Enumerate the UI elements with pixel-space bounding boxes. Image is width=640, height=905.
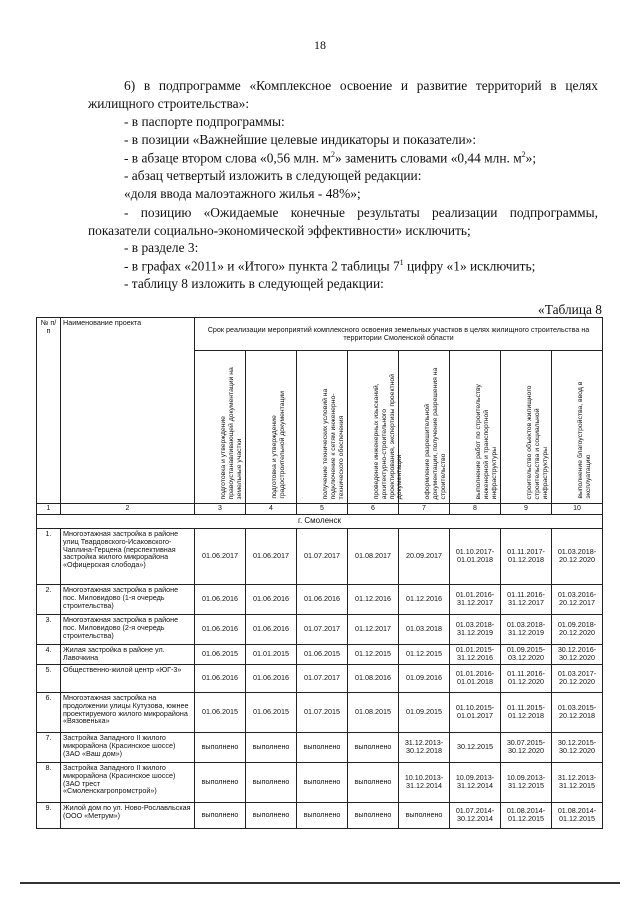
deadline-cell: 01.06.2016 xyxy=(195,614,246,644)
project-name: Застройка Западного II жилого микрорайона (Красинское шоссе) (ЗАО «Ваш дом») xyxy=(61,732,195,762)
deadline-cell: 01.12.2016 xyxy=(399,584,450,614)
deadline-cell: выполнено xyxy=(195,762,246,802)
header-column-3: подготовка и утверждение правоустанавливающей документации на земельные участки xyxy=(195,351,246,504)
deadline-cell: 01.08.2014-01.12.2015 xyxy=(501,802,552,828)
deadline-cell: 10.09.2013-31.12.2014 xyxy=(450,762,501,802)
deadline-cell: 01.09.2018-20.12.2020 xyxy=(552,614,603,644)
deadline-cell: 01.11.2016-31.12.2017 xyxy=(501,584,552,614)
deadline-cell: 01.01.2015-31.12.2016 xyxy=(450,644,501,664)
project-name: Жилая застройка в районе ул. Лавочкина xyxy=(61,644,195,664)
deadline-cell: 01.06.2017 xyxy=(246,528,297,584)
line-passport: - в паспорте подпрограммы: xyxy=(124,114,285,129)
deadline-cell: выполнено xyxy=(348,762,399,802)
deadline-cell: 30.12.2015 xyxy=(450,732,501,762)
table-row xyxy=(37,584,603,614)
project-name: Многоэтажная застройка в районе пос. Миловидово (1-я очередь строительства) xyxy=(61,584,195,614)
deadline-cell: 01.06.2016 xyxy=(195,584,246,614)
deadline-cell: 01.11.2015-01.12.2018 xyxy=(501,692,552,732)
deadline-cell: 01.09.2015 xyxy=(399,692,450,732)
deadline-cell: 01.01.2016-31.12.2017 xyxy=(450,584,501,614)
deadline-cell: 01.03.2018-20.12.2020 xyxy=(552,528,603,584)
column-number: 10 xyxy=(552,504,603,515)
deadline-cell: 01.12.2015 xyxy=(399,644,450,664)
deadline-cell: 01.01.2015 xyxy=(246,644,297,664)
deadline-cell: 01.06.2015 xyxy=(246,692,297,732)
column-number: 3 xyxy=(195,504,246,515)
header-column-4: подготовка и утверждение градостроительной документации xyxy=(246,351,297,504)
bottom-rule xyxy=(20,882,620,884)
deadline-cell: 01.06.2017 xyxy=(195,528,246,584)
deadline-cell: выполнено xyxy=(348,802,399,828)
deadline-cell: 01.06.2015 xyxy=(195,644,246,664)
table-8 xyxy=(36,317,603,829)
deadline-cell: 31.12.2013-30.12.2018 xyxy=(399,732,450,762)
deadline-cell: выполнено xyxy=(195,732,246,762)
line-share: «доля ввода малоэтажного жилья - 48%»; xyxy=(124,186,361,201)
deadline-cell: выполнено xyxy=(297,732,348,762)
table-row xyxy=(37,732,603,762)
deadline-cell: 01.06.2016 xyxy=(297,584,348,614)
deadline-cell: 01.12.2015 xyxy=(348,644,399,664)
row-number: 7. xyxy=(37,732,61,762)
deadline-cell: 30.07.2015-30.12.2020 xyxy=(501,732,552,762)
deadline-cell: 01.11.2017-01.12.2018 xyxy=(501,528,552,584)
deadline-cell: 01.09.2015-03.12.2020 xyxy=(501,644,552,664)
project-name: Жилой дом по ул. Ново-Рославльская (ООО «Метрум») xyxy=(61,802,195,828)
line-paragraph-four: - абзац четвертый изложить в следующей редакции: xyxy=(124,168,422,183)
deadline-cell: 01.03.2018 xyxy=(399,614,450,644)
row-number: 1. xyxy=(37,528,61,584)
column-number: 8 xyxy=(450,504,501,515)
deadline-cell: 01.03.2016-20.12.2017 xyxy=(552,584,603,614)
table-row xyxy=(37,762,603,802)
deadline-cell: 20.09.2017 xyxy=(399,528,450,584)
column-number: 1 xyxy=(37,504,61,515)
line-table8: - таблицу 8 изложить в следующей редакции: xyxy=(124,276,384,291)
row-number: 9. xyxy=(37,802,61,828)
deadline-cell: выполнено xyxy=(297,802,348,828)
line-position: - в позиции «Важнейшие целевые индикаторы и показатели»: xyxy=(124,132,477,147)
deadline-cell: выполнено xyxy=(297,762,348,802)
header-column-8: выполнение работ по строительству инженерной и транспортной инфраструктуры xyxy=(450,351,501,504)
deadline-cell: выполнено xyxy=(399,802,450,828)
project-name: Многоэтажная застройка в районе пос. Миловидово (2-я очередь строительства) xyxy=(61,614,195,644)
table-caption: «Таблица 8 xyxy=(538,302,602,317)
table-row xyxy=(37,614,603,644)
header-number: № п/п xyxy=(37,318,61,504)
deadline-cell: 30.12.2015-30.12.2020 xyxy=(552,732,603,762)
column-number: 2 xyxy=(61,504,195,515)
deadline-cell: 01.07.2017 xyxy=(297,614,348,644)
deadline-cell: выполнено xyxy=(348,732,399,762)
table-row xyxy=(37,644,603,664)
deadline-cell: 01.03.2018-31.12.2019 xyxy=(501,614,552,644)
deadline-cell: 01.07.2014-30.12.2014 xyxy=(450,802,501,828)
row-number: 4. xyxy=(37,644,61,664)
table-row xyxy=(37,664,603,692)
line-section-3: - в разделе 3: xyxy=(124,240,199,255)
deadline-cell: 30.12.2016-30.12.2020 xyxy=(552,644,603,664)
deadline-cell: 01.06.2016 xyxy=(246,584,297,614)
deadline-cell: выполнено xyxy=(195,802,246,828)
deadline-cell: 01.01.2016-01.01.2018 xyxy=(450,664,501,692)
deadline-cell: 01.03.2018-31.12.2019 xyxy=(450,614,501,644)
deadline-cell: 01.07.2017 xyxy=(297,528,348,584)
project-name: Многоэтажная застройка в районе улиц Твардовского-Исаковского-Чаплина-Герцена (перспективная застройка жилого микрорайона «Офицерская слобода») xyxy=(61,528,195,584)
deadline-cell: 01.07.2017 xyxy=(297,664,348,692)
deadline-cell: 10.10.2013-31.12.2014 xyxy=(399,762,450,802)
deadline-cell: 01.12.2017 xyxy=(348,614,399,644)
deadline-cell: 01.06.2015 xyxy=(195,692,246,732)
header-column-5: получение технических условий на подключение к сетям инженерно-технического обеспечения xyxy=(297,351,348,504)
column-number: 6 xyxy=(348,504,399,515)
table-row xyxy=(37,528,603,584)
table-row xyxy=(37,802,603,828)
row-number: 8. xyxy=(37,762,61,802)
column-number: 4 xyxy=(246,504,297,515)
deadline-cell: 10.09.2013-31.12.2015 xyxy=(501,762,552,802)
column-number: 7 xyxy=(399,504,450,515)
header-deadlines: Срок реализации мероприятий комплексного освоения земельных участков в целях жилищного строительства на территории Смоленской области xyxy=(195,318,603,351)
deadline-cell: 01.07.2015 xyxy=(297,692,348,732)
row-number: 3. xyxy=(37,614,61,644)
deadline-cell: 01.03.2015-20.12.2018 xyxy=(552,692,603,732)
deadline-cell: выполнено xyxy=(246,732,297,762)
column-number: 5 xyxy=(297,504,348,515)
deadline-cell: 01.03.2017-20.12.2020 xyxy=(552,664,603,692)
header-column-7: оформление разрешительной документации, получение разрешения на строительство xyxy=(399,351,450,504)
deadline-cell: 01.09.2016 xyxy=(399,664,450,692)
page-number: 18 xyxy=(314,38,326,52)
header-column-6: проведение инженерных изысканий, архитектурно-строительного проектирования, экспертизы проектной документации xyxy=(348,351,399,504)
row-number: 6. xyxy=(37,692,61,732)
header-project-name: Наименование проекта xyxy=(61,318,195,504)
row-number: 2. xyxy=(37,584,61,614)
project-name: Многоэтажная застройка на продолжении улицы Кутузова, южнее проектируемого жилого микрорайона «Вязовенька» xyxy=(61,692,195,732)
deadline-cell: 01.08.2015 xyxy=(348,692,399,732)
deadline-cell: 01.10.2017-01.01.2018 xyxy=(450,528,501,584)
table-row xyxy=(37,692,603,732)
paragraph-subprogram: 6) в подпрограмме «Комплексное освоение и развитие территорий в целях жилищного строительства»: xyxy=(88,78,598,111)
line-columns: - в графах «2011» и «Итого» пункта 2 таблицы $7^1$ цифру «1» исключить; xyxy=(124,258,536,274)
deadline-cell: 01.06.2015 xyxy=(297,644,348,664)
deadline-cell: 01.06.2016 xyxy=(246,664,297,692)
deadline-cell: 31.12.2013-31.12.2015 xyxy=(552,762,603,802)
row-number: 5. xyxy=(37,664,61,692)
header-column-10: выполнение благоустройства, ввод в эксплуатацию xyxy=(552,351,603,504)
project-name: Застройка Западного II жилого микрорайона (Красинское шоссе) (ЗАО трест «Смоленскагропромстрой») xyxy=(61,762,195,802)
deadline-cell: 01.08.2016 xyxy=(348,664,399,692)
column-number: 9 xyxy=(501,504,552,515)
line-paragraph-two: - в абзаце втором слова «0,56 млн. $м^2$» заменить словами «0,44 млн. $м^2$»; xyxy=(124,150,537,166)
deadline-cell: 01.06.2016 xyxy=(246,614,297,644)
deadline-cell: выполнено xyxy=(246,802,297,828)
deadline-cell: 01.12.2016 xyxy=(348,584,399,614)
deadline-cell: 01.08.2017 xyxy=(348,528,399,584)
paragraph-results: - позицию «Ожидаемые конечные результаты реализации подпрограммы, показатели социально-экономической эффективности» исключить; xyxy=(88,205,598,238)
project-name: Общественно-жилой центр «ЮГ-3» xyxy=(61,664,195,692)
header-column-9: строительство объектов жилищного строительства и социальной инфраструктуры xyxy=(501,351,552,504)
deadline-cell: 01.06.2016 xyxy=(195,664,246,692)
deadline-cell: выполнено xyxy=(246,762,297,802)
deadline-cell: 01.08.2014-01.12.2015 xyxy=(552,802,603,828)
deadline-cell: 01.10.2015-01.01.2017 xyxy=(450,692,501,732)
deadline-cell: 01.11.2016-01.12.2020 xyxy=(501,664,552,692)
city-heading: г. Смоленск xyxy=(37,514,603,528)
